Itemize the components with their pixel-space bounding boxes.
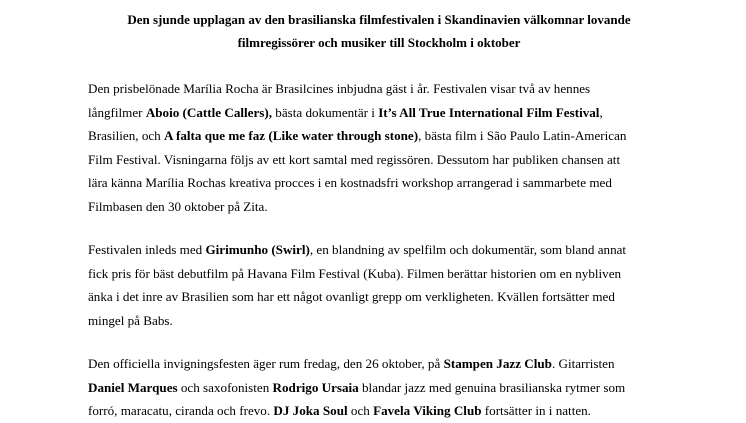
text: och saxofonisten xyxy=(177,379,273,395)
line: Den prisbelönade Marília Rocha är Brasilcines inbjudna gäst i år. Festivalen visar två av hennes xyxy=(88,81,591,96)
paragraph-opening-film xyxy=(88,238,668,332)
line xyxy=(88,376,668,400)
artist-daniel-marques: Daniel Marques xyxy=(88,379,178,395)
paragraph-guest xyxy=(88,77,668,218)
film-title-aboio: Aboio (Cattle Callers), xyxy=(145,104,272,120)
text: forró, maracatu, ciranda och frevo. xyxy=(88,403,274,418)
press-release-heading xyxy=(88,8,670,54)
text: , en blandning av spelfilm och dokumentär, som bland annat xyxy=(309,242,627,257)
heading-line-1: Den sjunde upplagan av den brasilianska filmfestivalen i Skandinavien välkomnar lovande xyxy=(127,12,631,27)
text: Brasilien, och xyxy=(88,128,164,143)
film-title-a-falta: A falta que me faz (Like water through stone) xyxy=(164,128,419,143)
paragraph-opening-party xyxy=(88,352,668,423)
festival-name-its-all-true: It’s All True International Film Festival xyxy=(378,104,600,120)
text: fortsätter in i natten. xyxy=(481,403,591,418)
line xyxy=(88,352,668,376)
text: bästa dokumentär i xyxy=(272,104,379,120)
venue-stampen-jazz-club: Stampen Jazz Club xyxy=(443,356,552,371)
text: Den officiella invigningsfesten äger rum fredag, den 26 oktober, på xyxy=(88,356,444,371)
text: Festivalen inleds med xyxy=(88,242,206,257)
line: änka i det inre av Brasilien som har ett något ovanligt grepp om verkligheten. Kvällen fortsätter med xyxy=(88,289,615,304)
line xyxy=(88,101,668,125)
text: blandar jazz med genuina brasilianska rytmer som xyxy=(358,379,626,395)
line: Filmbasen den 30 oktober på Zita. xyxy=(88,198,268,214)
text: . Gitarristen xyxy=(551,356,615,371)
text: långfilmer xyxy=(88,104,146,120)
line: fick pris för bäst debutfilm på Havana Film Festival (Kuba). Filmen berättar historien om en nybliven xyxy=(88,265,622,281)
line: mingel på Babs. xyxy=(88,312,173,328)
text: , xyxy=(599,104,603,120)
artist-dj-joka-soul: DJ Joka Soul xyxy=(273,403,348,418)
artist-rodrigo-ursaia: Rodrigo Ursaia xyxy=(272,379,359,395)
artist-favela-viking-club: Favela Viking Club xyxy=(373,403,482,418)
line: Film Festival. Visningarna följs av ett kort samtal med regissören. Dessutom har publiken chansen att xyxy=(88,151,621,167)
line xyxy=(88,238,668,262)
text: och xyxy=(347,403,374,418)
line xyxy=(88,124,668,148)
film-title-girimunho: Girimunho (Swirl) xyxy=(205,242,310,257)
heading-line-2: filmregissörer och musiker till Stockholm i oktober xyxy=(237,35,521,50)
text: , bästa film i São Paulo Latin-American xyxy=(418,128,627,143)
line: lära känna Marília Rochas kreativa procces i en kostnadsfri workshop arrangerad i sammarbete med xyxy=(88,175,612,190)
